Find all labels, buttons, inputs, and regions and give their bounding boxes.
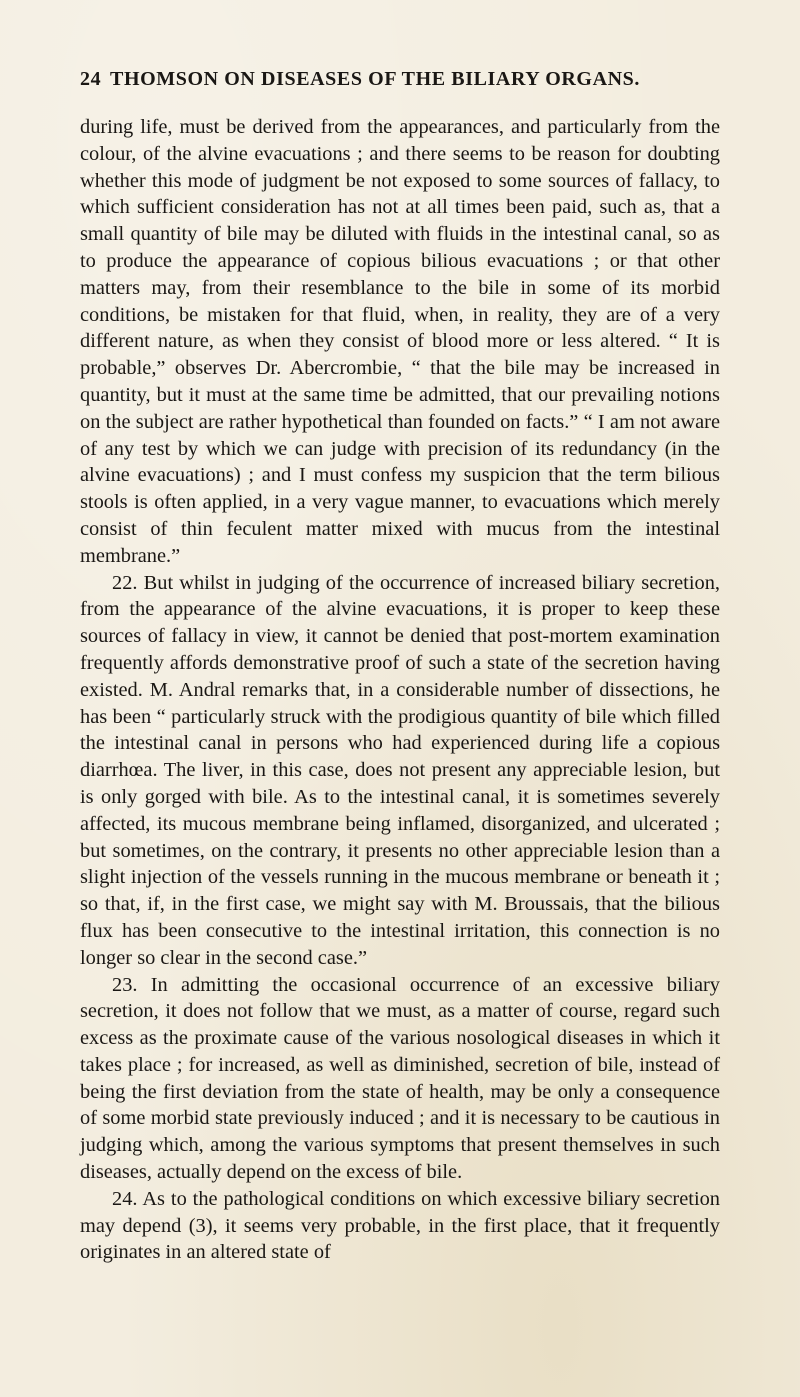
paragraph-continuation xyxy=(80,114,720,570)
paragraph-number: 23. xyxy=(112,973,138,996)
paragraph-text: during life, must be derived from the appearances, and particularly from the colour, of the alvine evacuations ; and there seems to be reason for doubting whether this mode of judgment be not exposed to some sources of fallacy, to which sufficient consideration has not at all times been paid, such as, that a small quantity of bile may be diluted with fluids in the intestinal canal, so as to produce the appearance of copious bilious evacuations ; or that other matters may, from their resemblance to the bile in some of its morbid conditions, be mistaken for that fluid, when, in reality, they are of a very different nature, as when they consist of blood more or less altered. “ It is probable,” observes Dr. Abercrombie, “ that the bile may be increased in quantity, but it must at the same time be admitted, that our prevailing notions on the subject are rather hypothetical than founded on facts.” “ I am not aware of any test by which we can judge with precision of its redundancy (in the alvine evacuations) ; and I must confess my suspicion that the term bilious stools is often applied, in a very vague manner, to evacuations which merely consist of thin feculent matter mixed with mucus from the intestinal membrane.” xyxy=(80,116,720,567)
body-text xyxy=(80,114,720,1266)
page-header xyxy=(80,68,720,96)
paragraph-24 xyxy=(80,1186,720,1266)
paragraph-text: As to the pathological conditions on which excessive biliary secretion may depend (3), it seems very probable, in the first place, that it frequently originates in an altered state of xyxy=(80,1187,720,1264)
page-number: 24 xyxy=(80,68,102,90)
running-title: THOMSON ON DISEASES OF THE BILIARY ORGANS. xyxy=(110,68,640,90)
paragraph-22 xyxy=(80,570,720,972)
paragraph-23 xyxy=(80,972,720,1186)
paragraph-number: 22. xyxy=(112,571,138,594)
paragraph-text: In admitting the occasional occurrence of an excessive biliary secretion, it does not follow that we must, as a matter of course, regard such excess as the proximate cause of the various nosological diseases in which it takes place ; for increased, as well as diminished, secretion of bile, instead of being the first deviation from the state of health, may be only a consequence of some morbid state previously induced ; and it is necessary to be cautious in judging which, among the various symptoms that present themselves in such diseases, actually depend on the excess of bile. xyxy=(80,973,720,1184)
paragraph-text: But whilst in judging of the occurrence of increased biliary secretion, from the appearance of the alvine evacuations, it is proper to keep these sources of fallacy in view, it cannot be denied that post-mortem examination frequently affords demonstrative proof of such a state of the secretion having existed. M. Andral remarks that, in a considerable number of dissections, he has been “ particularly struck with the prodigious quantity of bile which filled the intestinal canal in persons who had experienced during life a copious diarrhœa. The liver, in this case, does not present any appreciable lesion, but is only gorged with bile. As to the intestinal canal, it is sometimes severely affected, its mucous membrane being inflamed, disorganized, and ulcerated ; but sometimes, on the contrary, it presents no other appreciable lesion than a slight injection of the vessels running in the mucous membrane or beneath it ; so that, if, in the first case, we might say with M. Broussais, that the bilious flux has been consecutive to the intestinal irritation, this connection is no longer so clear in the second case.” xyxy=(80,571,720,969)
paragraph-number: 24. xyxy=(112,1187,138,1210)
